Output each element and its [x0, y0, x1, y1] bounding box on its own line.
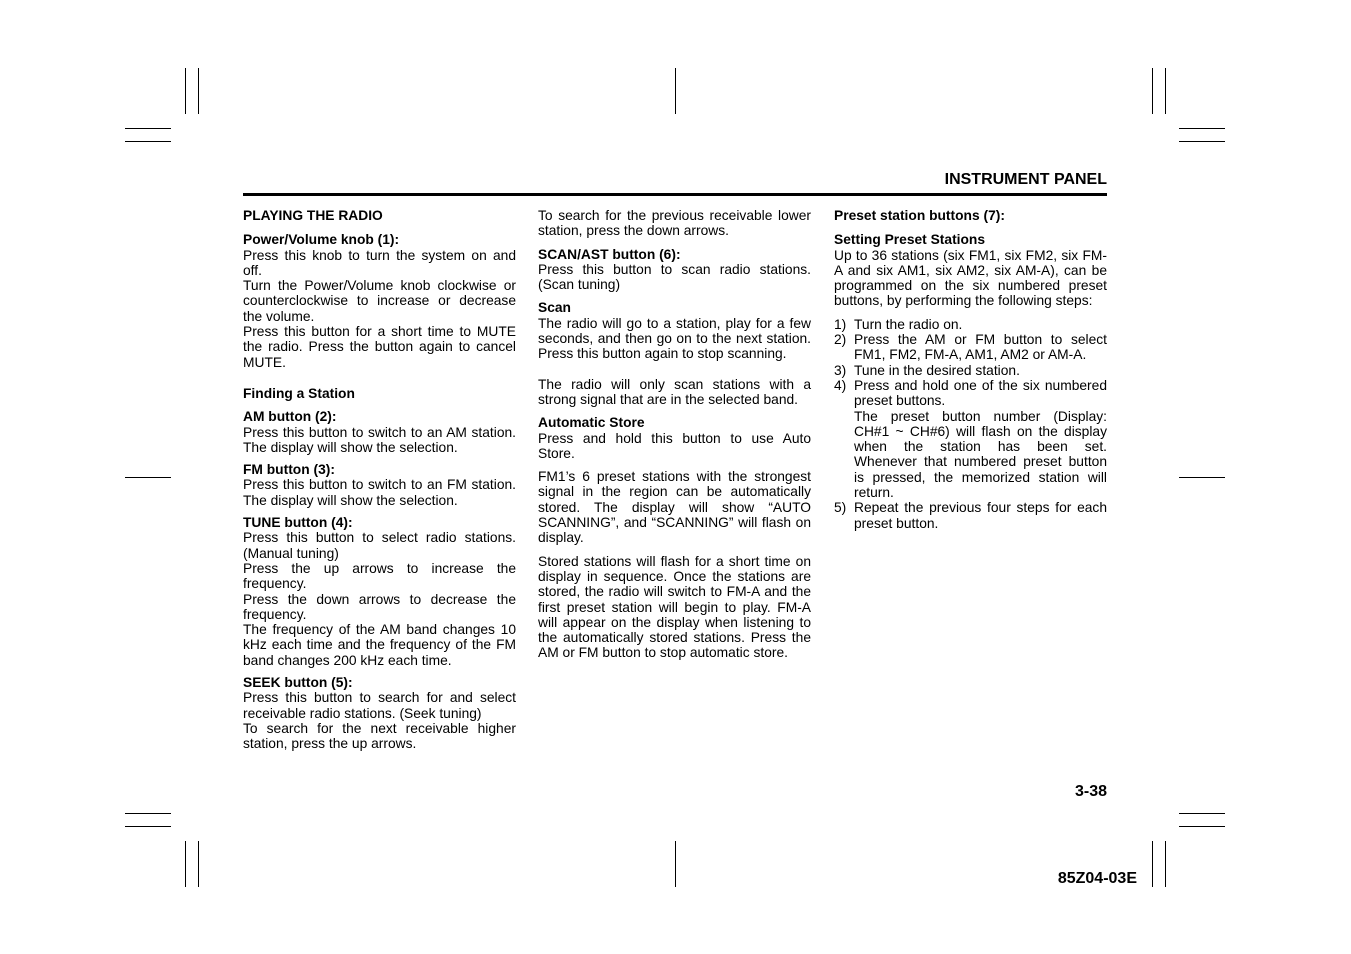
header-rule: [243, 193, 1107, 196]
crop-mark: [125, 826, 171, 827]
seek-text-1: Press this button to search for and select receivable radio stations. (Seek tuning): [243, 690, 516, 721]
crop-mark: [1179, 826, 1225, 827]
column-1: [243, 208, 516, 752]
auto-store-text-1: Press and hold this button to use Auto Store.: [538, 430, 811, 461]
tune-heading: TUNE button (4):: [243, 515, 353, 531]
step-text: Repeat the previous four steps for each preset button.: [854, 500, 1107, 531]
fm-text: Press this button to switch to an FM station. The display will show the selection.: [243, 477, 516, 508]
seek-heading: SEEK button (5):: [243, 675, 353, 691]
auto-store-text-2: FM1’s 6 preset stations with the strongest signal in the region can be automatically stored. The display will show “AUTO SCANNING”, and “SCANNING” will flash on display.: [538, 469, 811, 546]
tune-text-4: The frequency of the AM band changes 10 kHz each time and the frequency of the FM band changes 200 kHz each time.: [243, 622, 516, 668]
scan-text-2: The radio will only scan stations with a strong signal that are in the selected band.: [538, 376, 811, 407]
crop-mark: [1179, 128, 1225, 129]
scan-text-1: The radio will go to a station, play for a few seconds, and then go on to the next station. Press this button again to stop scanning.: [538, 315, 811, 362]
setting-heading: Setting Preset Stations: [834, 232, 986, 248]
scan-ast-heading: SCAN/AST button (6):: [538, 246, 681, 262]
page-number: 3-38: [1074, 783, 1107, 800]
list-item: [834, 378, 1107, 500]
step-number: 3): [834, 362, 847, 378]
crop-mark: [1165, 841, 1166, 887]
power-text-1: Press this knob to turn the system on and off.: [243, 247, 516, 278]
column-3: [834, 208, 1107, 531]
preset-heading: Preset station buttons (7):: [834, 208, 1005, 223]
scan-ast-text: Press this button to scan radio stations. (Scan tuning): [538, 261, 811, 293]
crop-mark: [1179, 813, 1225, 814]
crop-mark: [198, 841, 199, 887]
tune-text-3: Press the down arrows to decrease the frequency.: [243, 591, 516, 622]
crop-mark: [1152, 68, 1153, 114]
crop-mark: [1165, 68, 1166, 114]
step-number: 2): [834, 332, 847, 348]
step-text: Press the AM or FM button to select FM1, FM2, FM-A, AM1, AM2 or AM-A.: [854, 332, 1107, 363]
am-heading: AM button (2):: [243, 409, 337, 425]
section-title: PLAYING THE RADIO: [243, 208, 383, 223]
crop-mark: [125, 128, 171, 129]
crop-mark: [125, 813, 171, 814]
crop-mark: [185, 68, 186, 114]
auto-store-heading: Automatic Store: [538, 415, 645, 431]
tune-text-2: Press the up arrows to increase the frequency.: [243, 560, 516, 592]
step-text: Turn the radio on.: [854, 316, 963, 332]
crop-mark: [675, 68, 676, 114]
running-header: INSTRUMENT PANEL: [944, 171, 1107, 188]
list-item: [834, 363, 1107, 378]
prev-search-text: To search for the previous receivable lower station, press the down arrows.: [538, 208, 811, 239]
power-text-2: Turn the Power/Volume knob clockwise or counterclockwise to increase or decrease the volume.: [243, 278, 516, 324]
document-code: 85Z04-03E: [1057, 870, 1137, 887]
steps-list: [834, 317, 1107, 531]
crop-mark: [125, 141, 171, 142]
crop-mark: [675, 841, 676, 887]
setting-text: Up to 36 stations (six FM1, six FM2, six FM-A and six AM1, six AM2, six AM-A), can be programmed on the six numbered preset buttons, by performing the following steps:: [834, 247, 1107, 309]
column-2: [538, 208, 811, 668]
step-text: Press and hold one of the six numbered preset buttons.: [854, 377, 1107, 409]
finding-heading: Finding a Station: [243, 385, 355, 401]
scan-heading: Scan: [538, 300, 571, 316]
auto-store-text-3: Stored stations will flash for a short time on display in sequence. Once the stations are stored, the radio will switch to FM-A and the first preset station will begin to play. FM-A will appear on the display when listening to the automatically stored stations. Press the AM or FM button to stop automatic store.: [538, 553, 811, 661]
step-note: The preset button number (Display: CH#1 ~ CH#6) will flash on the display when the station has been set. Whenever that numbered preset button is pressed, the memorized station will return.: [854, 408, 1107, 501]
crop-mark: [1179, 477, 1225, 478]
crop-mark: [198, 68, 199, 114]
fm-heading: FM button (3):: [243, 462, 335, 478]
list-item: [834, 500, 1107, 531]
step-number: 4): [834, 377, 847, 393]
power-heading: Power/Volume knob (1):: [243, 232, 400, 248]
seek-text-2: To search for the next receivable higher station, press the up arrows.: [243, 720, 516, 752]
step-text: Tune in the desired station.: [854, 362, 1020, 378]
list-item: [834, 317, 1107, 332]
crop-mark: [1179, 141, 1225, 142]
crop-mark: [1152, 841, 1153, 887]
crop-mark: [125, 477, 171, 478]
step-number: 1): [834, 316, 847, 332]
am-text: Press this button to switch to an AM station. The display will show the selection.: [243, 424, 516, 455]
tune-text-1: Press this button to select radio stations. (Manual tuning): [243, 530, 516, 561]
step-number: 5): [834, 500, 847, 516]
list-item: [834, 332, 1107, 363]
crop-mark: [185, 841, 186, 887]
power-text-3: Press this button for a short time to MUTE the radio. Press the button again to cancel MUTE.: [243, 324, 516, 370]
